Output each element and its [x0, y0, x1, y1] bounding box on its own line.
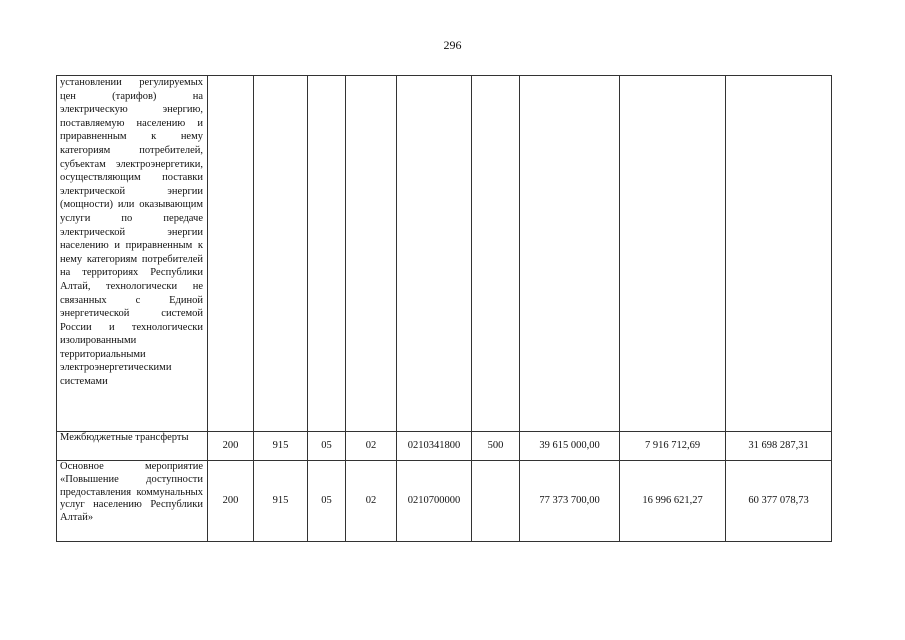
cell-amount2: [620, 76, 726, 432]
cell-code2: 915: [254, 461, 308, 542]
page-number: 296: [443, 38, 462, 52]
cell-expense-type: 500: [472, 432, 520, 461]
cell-expense-type: [472, 461, 520, 542]
cell-amount2: 7 916 712,69: [620, 432, 726, 461]
cell-amount2: 16 996 621,27: [620, 461, 726, 542]
cell-expense-type: [472, 76, 520, 432]
cell-section: 05: [308, 461, 346, 542]
cell-code1: 200: [208, 461, 254, 542]
cell-amount1: [520, 76, 620, 432]
cell-subsection: 02: [346, 461, 397, 542]
cell-code2: 915: [254, 432, 308, 461]
budget-table: [56, 75, 832, 542]
cell-subsection: [346, 76, 397, 432]
row-description: Основное мероприятие «Повышение доступности предоставления коммунальных услуг населению Республики Алтай»: [57, 461, 208, 542]
cell-target: 0210700000: [397, 461, 472, 542]
table-row: [57, 432, 832, 461]
row-description: установлении регулируемых цен (тарифов) на электрическую энергию, поставляемую населению и приравненным к нему категориям потребителей, субъектам электроэнергетики, осуществляющим поставки электрической энергии (мощности) или оказывающим услуги по передаче электрической энергии населению и приравненным к нему категориям потребителей на территориях Республики Алтай, технологически не связанных с Единой энергетической системой России и технологически изолированными территориальными электроэнергетическими системами: [57, 76, 208, 432]
cell-section: [308, 76, 346, 432]
cell-code1: 200: [208, 432, 254, 461]
table-row: [57, 76, 832, 432]
cell-target: [397, 76, 472, 432]
cell-target: 0210341800: [397, 432, 472, 461]
cell-amount3: 60 377 078,73: [726, 461, 832, 542]
cell-amount1: 77 373 700,00: [520, 461, 620, 542]
cell-amount3: 31 698 287,31: [726, 432, 832, 461]
cell-section: 05: [308, 432, 346, 461]
row-description: Межбюджетные трансферты: [57, 432, 208, 461]
cell-amount1: 39 615 000,00: [520, 432, 620, 461]
cell-amount3: [726, 76, 832, 432]
cell-code1: [208, 76, 254, 432]
cell-code2: [254, 76, 308, 432]
cell-subsection: 02: [346, 432, 397, 461]
table-row: [57, 461, 832, 542]
